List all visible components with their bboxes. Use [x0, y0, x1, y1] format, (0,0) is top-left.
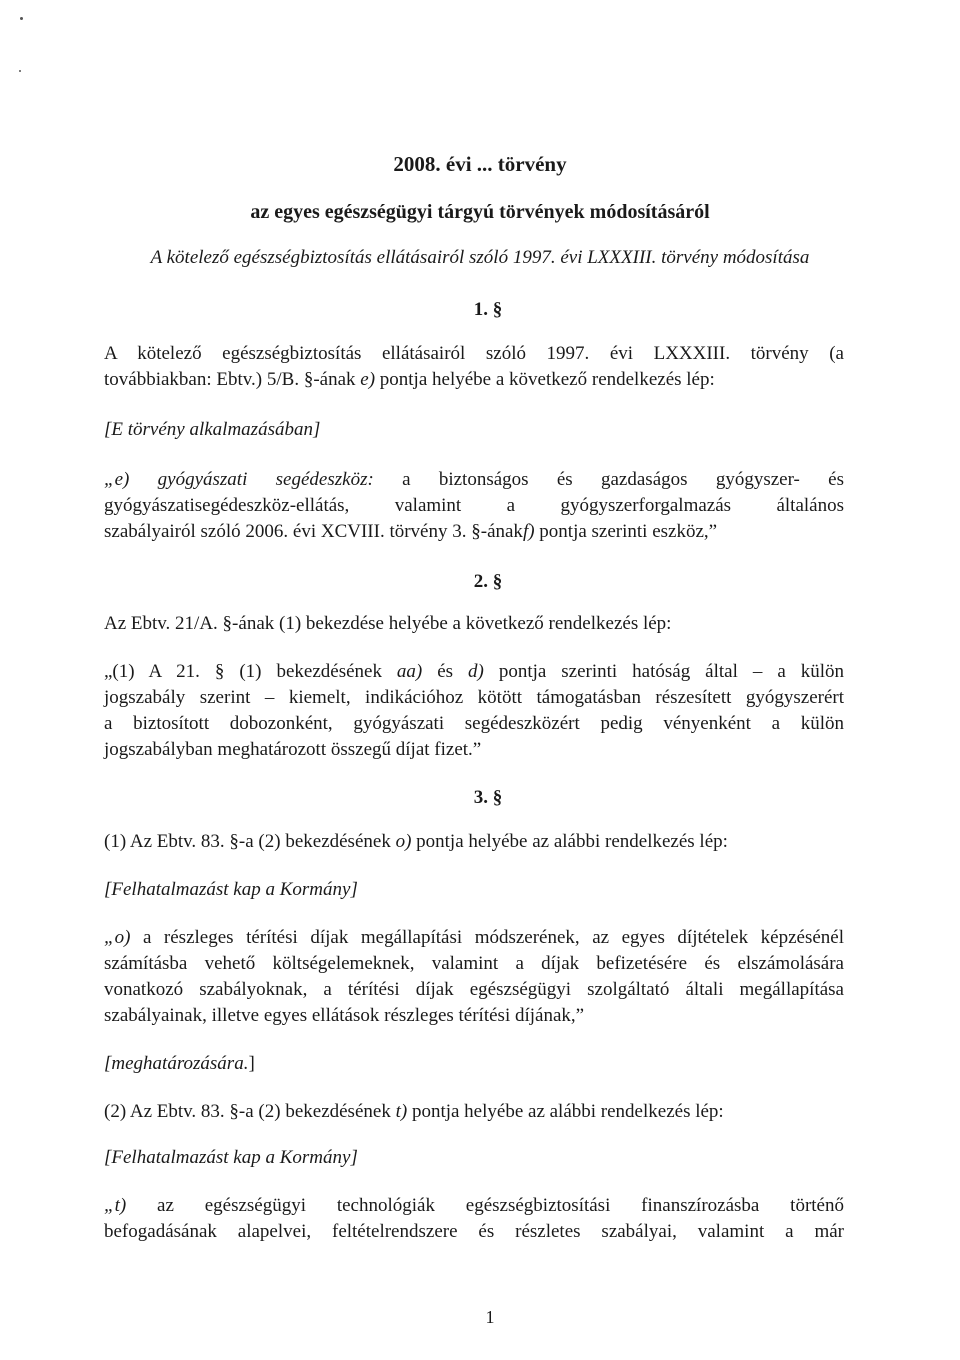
- section-1-quote-line-3: [104, 520, 844, 544]
- text-run: a részleges térítési díjak megállapítási módszerének, az egyes díjtételek képzésénél: [130, 927, 844, 948]
- text-run: pontja helyébe a következő rendelkezés lép:: [375, 369, 715, 390]
- section-3-quote-2-line-2: befogadásának alapelvei, feltételrendszere és részletes szabályai, valamint a már: [104, 1221, 844, 1242]
- point-ref: e): [360, 369, 376, 390]
- section-2-quote-line-2: jogszabály szerint – kiemelt, indikációhoz kötött támogatásban részesített gyógyszerért: [104, 687, 844, 708]
- law-title: 2008. évi ... törvény: [393, 152, 567, 176]
- law-subtitle: az egyes egészségügyi tárgyú törvények módosításáról: [250, 201, 710, 223]
- section-3-quote-1-line-1: [104, 926, 844, 950]
- text-run: szabályairól szóló 2006. évi XCVIII. törvény 3. §-ának: [104, 521, 523, 542]
- section-2-intro: Az Ebtv. 21/A. §-ának (1) bekezdése helyébe a következő rendelkezés lép:: [104, 613, 672, 634]
- section-1-heading: 1. §: [473, 299, 503, 320]
- point-ref: t): [395, 1101, 408, 1122]
- text-run: az egészségügyi technológiák egészségbiztosítási finanszírozásba történő: [126, 1195, 844, 1216]
- text-run: pontja szerinti hatóság által – a külön: [483, 661, 844, 682]
- section-3-para-2: [104, 1100, 844, 1124]
- text-run: és: [422, 661, 469, 682]
- text-run: pontja helyébe az alábbi rendelkezés lép:: [407, 1101, 724, 1122]
- text-run: „e) gyógyászati segédeszköz:: [104, 469, 374, 490]
- text-run: pontja helyébe az alábbi rendelkezés lép:: [411, 831, 728, 852]
- scan-speck: [20, 17, 23, 20]
- section-3-para-1: [104, 830, 844, 854]
- section-2-quote-line-4: jogszabályban meghatározott összegű díjat fizet.”: [104, 739, 482, 760]
- text-run: [meghatározására.: [104, 1053, 249, 1074]
- page-number: 1: [485, 1307, 495, 1327]
- section-1-line-2: [104, 368, 844, 392]
- section-3-context-1: [Felhatalmazást kap a Kormány]: [104, 879, 358, 900]
- scan-speck: [19, 70, 21, 72]
- section-1-quote-line-1: [104, 468, 844, 492]
- section-1-line-1: A kötelező egészségbiztosítás ellátásairól szóló 1997. évi LXXXIII. törvény (a: [104, 343, 844, 364]
- text-run: (2) Az Ebtv. 83. §-a (2) bekezdésének: [104, 1101, 396, 1122]
- section-3-context-2: [104, 1052, 844, 1076]
- text-run: pontja szerinti eszköz,”: [534, 521, 718, 542]
- text-run: a biztonságos és gazdaságos gyógyszer- és: [373, 469, 844, 490]
- section-2-quote-line-1: [104, 660, 844, 684]
- section-1-quote-line-2: gyógyászatisegédeszköz-ellátás, valamint a gyógyszerforgalmazás általános: [104, 495, 844, 516]
- amended-act-title: A kötelező egészségbiztosítás ellátásairól szóló 1997. évi LXXXIII. törvény módosítása: [150, 247, 810, 268]
- section-3-quote-1-line-2: számításba vehető költségelemeknek, valamint a díjak befizetésére és elszámolására: [104, 953, 844, 974]
- section-2-quote-line-3: a biztosított dobozonként, gyógyászati segédeszközért pedig vényenként a külön: [104, 713, 844, 734]
- point-ref: f): [522, 521, 535, 542]
- text-run: „t): [104, 1195, 127, 1216]
- section-1-context: [E törvény alkalmazásában]: [104, 419, 321, 440]
- text-run: „o): [104, 927, 131, 948]
- section-3-quote-1-line-4: szabályainak, illetve egyes ellátások részleges térítési díjának,”: [104, 1005, 585, 1026]
- section-2-heading: 2. §: [473, 571, 503, 592]
- text-run: ]: [248, 1053, 255, 1074]
- section-3-context-3: [Felhatalmazást kap a Kormány]: [104, 1147, 358, 1168]
- point-ref: aa): [396, 661, 423, 682]
- section-3-quote-1-line-3: vonatkozó szabályoknak, a térítési díjak egészségügyi szolgáltató általi megállapítása: [104, 979, 844, 1000]
- point-ref: d): [468, 661, 484, 682]
- section-3-heading: 3. §: [473, 787, 503, 808]
- text-run: továbbiakban: Ebtv.) 5/B. §-ának: [104, 369, 361, 390]
- text-run: „(1) A 21. § (1) bekezdésének: [104, 661, 397, 682]
- point-ref: o): [395, 831, 412, 852]
- text-run: (1) Az Ebtv. 83. §-a (2) bekezdésének: [104, 831, 396, 852]
- section-3-quote-2-line-1: [104, 1194, 844, 1218]
